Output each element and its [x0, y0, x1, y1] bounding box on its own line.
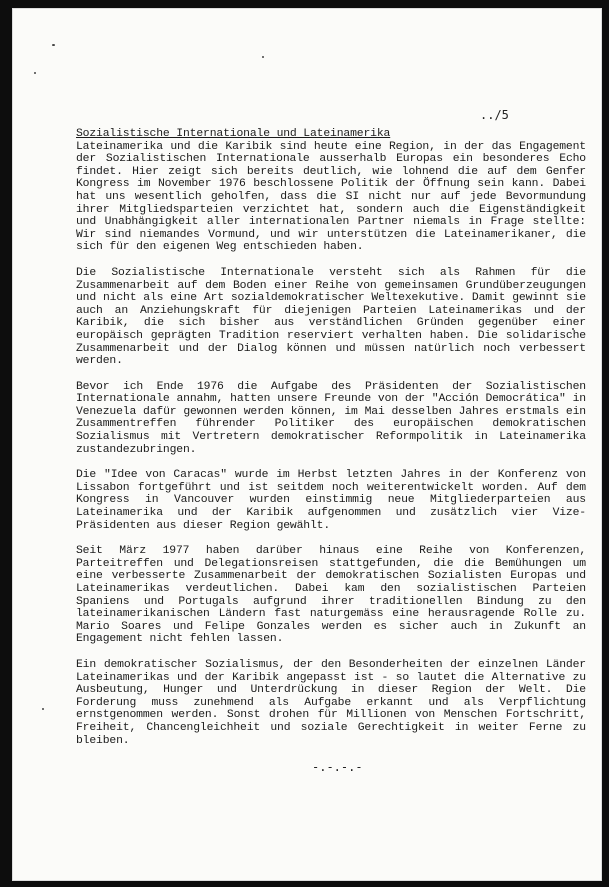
paragraph: Ein demokratischer Sozialismus, der den Besonderheiten der einzelnen Länder Lateinamerikas und der Karibik angepasst ist - so lautet die Alternative zu Ausbeutung, Hunger und Unterdrückung in dieser Region der Welt. Die Forderung muss zunehmend als Aufgabe erkannt und als Verpflichtung ernstgenommen werden. Sonst drohen für Millionen von Menschen Fortschritt, Freiheit, Chancengleichheit und soziale Gerechtigkeit in weiter Ferne zu bleiben. — [76, 658, 586, 747]
scan-border-left — [0, 0, 12, 887]
scan-border-top — [0, 0, 609, 8]
paragraph: Die Sozialistische Internationale versteht sich als Rahmen für die Zusammenarbeit auf dem Boden einer Reihe von gemeinsamen Grundüberzeugungen und nicht als eine Art sozialdemokratischer Weltexekutive. Damit gewinnt sie auch an Anziehungskraft für diejenigen Parteien Lateinamerikas und der Karibik, die sich bisher aus verständlichen Gründen gegenüber einer europäisch geprägten Tradition reserviert verhalten haben. Die solidarische Zusammenarbeit und der Dialog können und müssen natürlich noch verbessert werden. — [76, 266, 586, 368]
paragraph: Bevor ich Ende 1976 die Aufgabe des Präsidenten der Sozialistischen Internationale annahm, hatten unsere Freunde von der "Acción Democrática" in Venezuela dafür gewonnen werden können, im Mai desselben Jahres erstmals ein Zusammentreffen führender Politiker des europäischen demokratischen Sozialismus mit Vertretern demokratischer Reformpolitik in Lateinamerika zustandezubringen. — [76, 380, 586, 456]
document-body — [76, 128, 586, 760]
section-heading: Sozialistische Internationale und Lateinamerika — [76, 128, 391, 140]
paragraph: Die "Idee von Caracas" wurde im Herbst letzten Jahres in der Konferenz von Lissabon fortgeführt und ist seitdem noch weiterentwickelt worden. Auf dem Kongress in Vancouver wurden einstimmig neue Mitgliederparteien aus Lateinamerika und der Karibik aufgenommen und zusätzlich vier Vize-Präsidenten aus dieser Region gewählt. — [76, 469, 586, 532]
scan-speck — [52, 44, 55, 46]
scan-border-right — [602, 0, 609, 887]
scan-speck — [262, 56, 264, 58]
paragraph: Seit März 1977 haben darüber hinaus eine Reihe von Konferenzen, Parteitreffen und Delegationsreisen stattgefunden, die die Bemühungen um eine verbesserte Zusammenarbeit der demokratischen Sozialisten Europas und Lateinamerikas verdeutlichen. Dabei kam den sozialistischen Parteien Spaniens und Portugals aufgrund ihrer traditionellen Bindung zu den lateinamerikanischen Ländern fast naturgemäss eine herausragende Rolle zu. Mario Soares und Felipe Gonzales werden es sicher auch in Zukunft an Engagement nicht fehlen lassen. — [76, 545, 586, 646]
scan-speck — [34, 72, 36, 74]
scan-speck — [42, 708, 44, 710]
closing-mark: -.-.-.- — [312, 760, 363, 774]
paragraph: Lateinamerika und die Karibik sind heute eine Region, in der das Engagement der Sozialistischen Internationale ausserhalb Europas ein besonderes Echo findet. Hier zeigt sich bereits deutlich, wie lohnend die auf dem Genfer Kongress im November 1976 beschlossene Politik der Öffnung sein kann. Dabei hat uns wesentlich geholfen, dass die SI nicht nur auf jede Bevormundung ihrer Mitgliedsparteien verzichtet hat, sondern auch die Eigenständigkeit und Unabhängigkeit aller internationalen Partner niemals in Frage stellte: Wir sind niemandes Vormund, und wir unterstützen die Lateinamerikaner, die sich für den eigenen Weg entschieden haben. — [76, 140, 586, 254]
page-number: ../5 — [480, 108, 509, 122]
scan-border-bottom — [0, 881, 609, 887]
